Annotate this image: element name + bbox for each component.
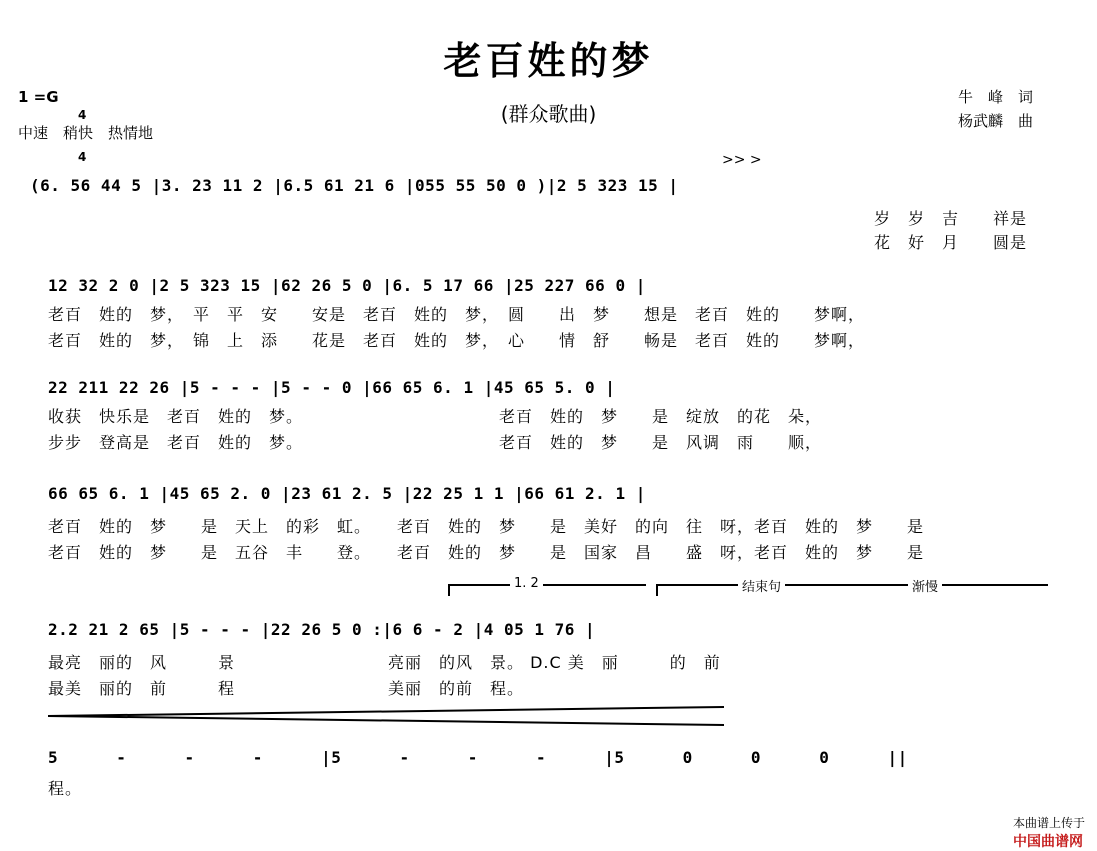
lyrics-row-2-verse-2: 老百 姓的 梦， 锦 上 添 花是 老百 姓的 梦， 心 情 舒 畅是 老百 姓的 梦啊， (48, 331, 866, 350)
notation-row-2: 12 32 2 0 |2 5 323 15 |62 26 5 0 |6. 5 17 66 |25 227 66 0 | (48, 276, 646, 295)
coda-label: 结束句 (738, 576, 785, 595)
lyrics-row-3-verse-2: 步步 登高是 老百 姓的 梦。 老百 姓的 梦 是 风调 雨 顺， (48, 433, 823, 452)
key-signature: 1 =G (18, 88, 59, 106)
lyrics-row-1-verse-2: 花 好 月 圆是 (874, 233, 1028, 252)
song-title: 老百姓的梦 (443, 39, 654, 83)
lyrics-row-3-verse-1: 收获 快乐是 老百 姓的 梦。 老百 姓的 梦 是 绽放 的花 朵， (48, 407, 823, 426)
lyrics-row-1-verse-1: 岁 岁 吉 祥是 (874, 209, 1028, 228)
lyricist-credit: 牛 峰 词 (958, 88, 1034, 106)
time-signature-bottom: 4 (78, 150, 87, 164)
time-signature-top: 4 (78, 108, 87, 122)
tempo-change-label: 渐慢 (908, 576, 942, 595)
upload-credit (1005, 800, 1085, 851)
song-subtitle: (群众歌曲) (500, 102, 597, 126)
lyrics-row-2-verse-1: 老百 姓的 梦， 平 平 安 安是 老百 姓的 梦， 圆 出 梦 想是 老百 姓的 梦啊， (48, 305, 866, 324)
volta-label: 1. 2 (510, 576, 543, 591)
lyrics-row-5-verse-2: 最美 丽的 前 程 美丽 的前 程。 (48, 679, 525, 698)
notation-row-1: (6. 56 44 5 |3. 23 11 2 |6.5 61 21 6 |055 55 50 0 )|2 5 323 15 | (30, 176, 679, 195)
lyrics-row-5-verse-1: 最亮 丽的 风 景 亮丽 的风 景。 D.C 美 丽 的 前 (48, 653, 721, 672)
tempo-marking: 中速 稍快 热情地 (18, 124, 154, 142)
lyrics-row-4-verse-2: 老百 姓的 梦 是 五谷 丰 登。 老百 姓的 梦 是 国家 昌 盛 呀，老百 姓的 梦 是 (48, 543, 925, 562)
notation-row-3: 22 211 22 26 |5 - - - |5 - - 0 |66 65 6. 1 |45 65 5. 0 | (48, 378, 616, 397)
site-logo: 中国曲谱网 (1012, 834, 1083, 850)
lyrics-row-6-verse-1: 程。 (48, 779, 83, 798)
accent-marks: >> > (722, 152, 762, 168)
volta-bracket-first-ending (448, 576, 646, 596)
volta-bracket-coda (656, 580, 1048, 596)
diminuendo-wedge (48, 705, 724, 727)
notation-row-6: 5 - - - |5 - - - |5 0 0 0 || (48, 748, 908, 767)
upload-note: 本曲谱上传于 (1012, 816, 1085, 830)
composer-credit: 杨武麟 曲 (958, 112, 1034, 130)
lyrics-row-4-verse-1: 老百 姓的 梦 是 天上 的彩 虹。 老百 姓的 梦 是 美好 的向 往 呀，老百 姓的 梦 是 (48, 517, 925, 536)
notation-row-4: 66 65 6. 1 |45 65 2. 0 |23 61 2. 5 |22 25 1 1 |66 61 2. 1 | (48, 484, 646, 503)
notation-row-5: 2.2 21 2 65 |5 - - - |22 26 5 0 :|6 6 - 2 |4 05 1 76 | (48, 620, 596, 639)
